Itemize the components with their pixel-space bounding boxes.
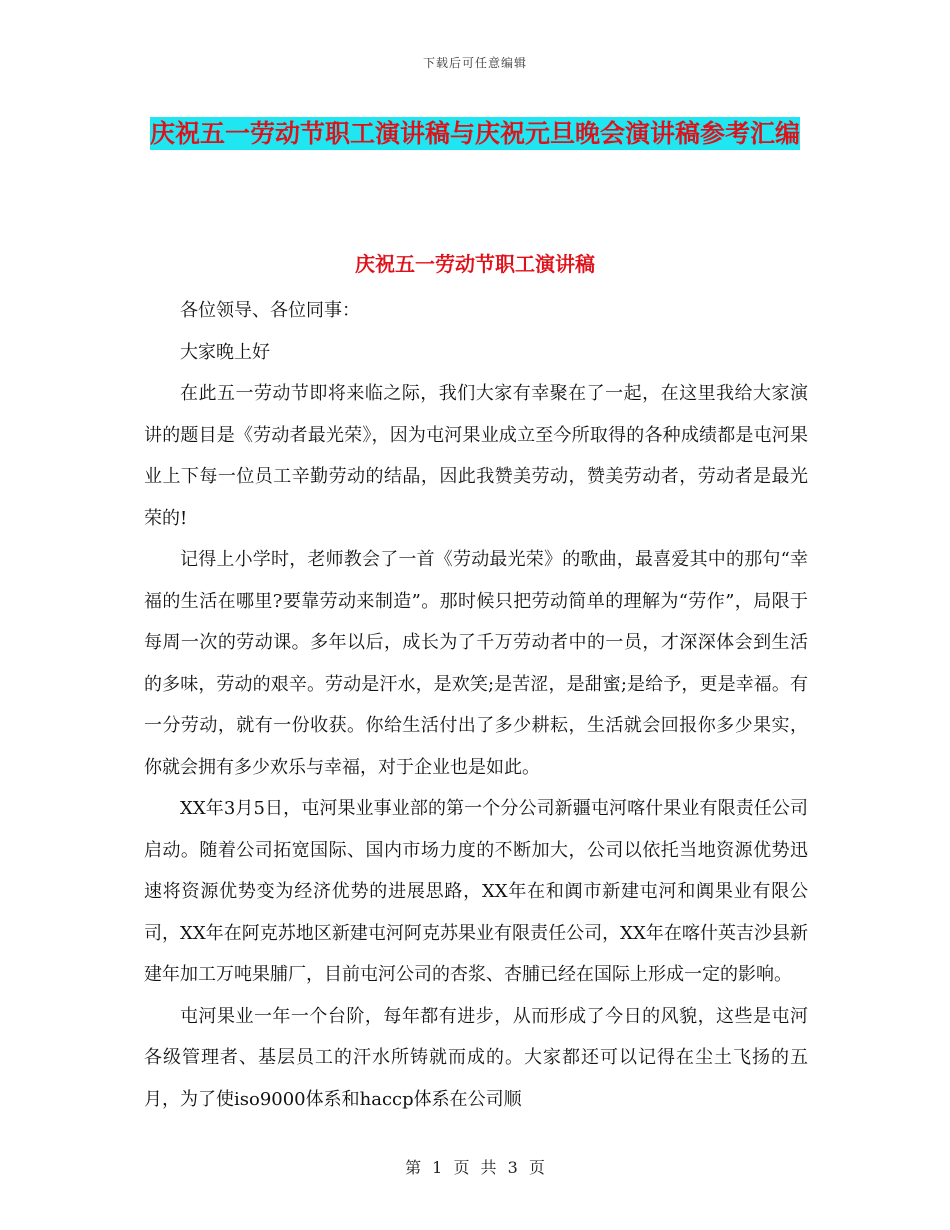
document-title	[150, 112, 800, 155]
document-body	[144, 290, 808, 1120]
paragraph-greeting: 大家晚上好	[180, 341, 270, 363]
paragraph: 屯河果业一年一个台阶，每年都有进步，从而形成了今日的风貌，这些是屯河各级管理者、基层员工的汗水所铸就而成的。大家都还可以记得在尘土飞扬的五月，为了使iso9000体系和haccp体系在公司顺	[144, 1005, 808, 1110]
paragraph: 在此五一劳动节即将来临之际，我们大家有幸聚在了一起，在这里我给大家演讲的题目是《劳动者最光荣》，因为屯河果业成立至今所取得的各种成绩都是屯河果业上下每一位员工辛勤劳动的结晶，因此我赞美劳动，赞美劳动者，劳动者是最光荣的!	[144, 383, 808, 529]
header-note: 下载后可任意编辑	[422, 56, 527, 70]
paragraph-salutation: 各位领导、各位同事：	[180, 300, 360, 321]
paragraph: 记得上小学时，老师教会了一首《劳动最光荣》的歌曲，最喜爱其中的那句“幸福的生活在哪里?要靠劳动来制造”。那时候只把劳动简单的理解为“劳作”，局限于每周一次的劳动课。多年以后，成长为了千万劳动者中的一员，才深深体会到生活的多味，劳动的艰辛。劳动是汗水，是欢笑;是苦涩，是甜蜜;是给予，更是幸福。有一分劳动，就有一份收获。你给生活付出了多少耕耘，生活就会回报你多少果实，你就会拥有多少欢乐与幸福，对于企业也是如此。	[144, 549, 808, 778]
paragraph: XX年3月5日，屯河果业事业部的第一个分公司新疆屯河喀什果业有限责任公司启动。随着公司拓宽国际、国内市场力度的不断加大，公司以依托当地资源优势迅速将资源优势变为经济优势的进展思路，XX年在和阗市新建屯河和阗果业有限公司，XX年在阿克苏地区新建屯河阿克苏果业有限责任公司，XX年在喀什英吉沙县新建年加工万吨果脯厂，目前屯河公司的杏浆、杏脯已经在国际上形成一定的影响。	[144, 798, 808, 985]
section-title: 庆祝五一劳动节职工演讲稿	[355, 252, 595, 276]
page-number: 第 1 页 共 3 页	[405, 1158, 545, 1177]
document-title-text: 庆祝五一劳动节职工演讲稿与庆祝元旦晚会演讲稿参考汇编	[150, 119, 801, 148]
